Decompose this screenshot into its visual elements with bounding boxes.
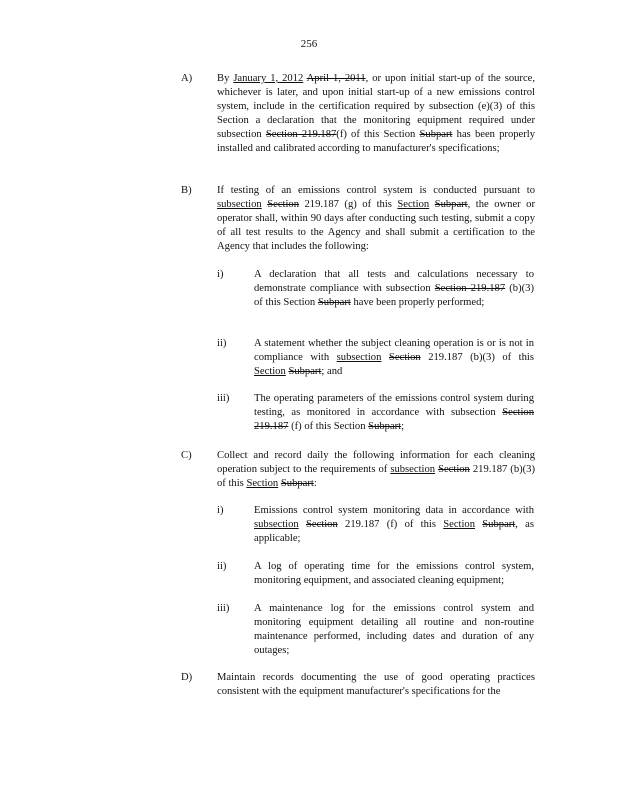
deleted-text: Section 219.187 [265, 129, 337, 140]
text-run: 219.187 (b)(3) of this [420, 352, 534, 363]
inserted-text: January 1, 2012 [233, 73, 304, 84]
deleted-text: Subpart [419, 129, 453, 140]
text-run: (f) of this Section [336, 129, 420, 140]
text-run: : [313, 478, 317, 489]
text-run: Collect and record daily the following information for each cleaning operation subject to the requirements of [217, 450, 535, 475]
deleted-text: Subpart [317, 297, 351, 308]
text-run: The operating parameters of the emissions control system during testing, as monitored in accordance with subsection [254, 393, 534, 418]
subitem-text [254, 337, 534, 379]
deleted-text: Subpart [280, 478, 314, 489]
text-run: has been properly installed and calibrated according to manufacturer's specifications; [217, 129, 536, 154]
subitem-label: iii) [217, 393, 230, 404]
text-run: , as applicable; [254, 519, 534, 544]
subitem-text [254, 504, 534, 546]
text-run [299, 519, 306, 530]
text-run: (f) of this Section [288, 421, 369, 432]
text-run: By [217, 73, 234, 84]
item-text [217, 72, 535, 156]
text-run: , or upon initial start-up of the source, whichever is later, and upon initial start-up of a new emissions control system, include in the certification required by subsection (e)(3) of this Section a declaration that the monitoring equipment required under subsection [217, 73, 536, 140]
item-label: B) [181, 185, 192, 196]
text-run: ; and [321, 366, 343, 377]
subitem-text [254, 268, 534, 310]
text-run: A maintenance log for the emissions control system and monitoring equipment detailing all routine and non-routine maintenance performed, including dates and duration of any outages; [254, 603, 534, 656]
text-run: If testing of an emissions control system is conducted pursuant to [217, 185, 535, 196]
item-label: A) [181, 73, 193, 84]
subitem-text [254, 602, 534, 658]
subitem-label: i) [217, 505, 224, 516]
deleted-text: Subpart [482, 519, 516, 530]
deleted-text: April 1, 2011 [306, 73, 366, 84]
subitem-label: ii) [217, 561, 227, 572]
text-run: 219.187 (b)(3) of this [217, 464, 535, 489]
deleted-text: Section [388, 352, 421, 363]
inserted-text: Section [246, 478, 279, 489]
item-text [217, 449, 535, 491]
item-text [217, 184, 535, 254]
deleted-text: Subpart [368, 421, 402, 432]
deleted-text: Section 219.187 [254, 407, 534, 432]
text-run: 219.187 (f) of this [337, 519, 444, 530]
deleted-text: Subpart [288, 366, 322, 377]
text-run: (b)(3) of this Section [254, 283, 534, 308]
text-run: Emissions control system monitoring data in accordance with [254, 505, 534, 516]
inserted-text: subsection [217, 199, 262, 210]
subitem-text [254, 560, 534, 588]
text-run: have been properly performed; [350, 297, 485, 308]
deleted-text: Section [267, 199, 300, 210]
text-run: , the owner or operator shall, within 90 days after conducting such testing, submit a copy of all test results to the Agency and shall submit a certification to the Agency that includes the following: [217, 199, 536, 252]
inserted-text: Section [443, 519, 476, 530]
text-run: Maintain records documenting the use of good operating practices consistent with the equipment manufacturer's specifications for the [217, 672, 535, 697]
text-run: 219.187 (g) of this [299, 199, 398, 210]
inserted-text: subsection [254, 519, 299, 530]
inserted-text: subsection [390, 464, 436, 475]
deleted-text: Section [306, 519, 338, 530]
text-run [381, 352, 389, 363]
text-run: A statement whether the subject cleaning operation is or is not in compliance with [254, 338, 534, 363]
page-number: 256 [300, 38, 318, 50]
text-run: A declaration that all tests and calculations necessary to demonstrate compliance with subsection [254, 269, 534, 294]
text-run: A log of operating time for the emissions control system, monitoring equipment, and associated cleaning equipment; [254, 561, 534, 586]
deleted-text: Section 219.187 [434, 283, 506, 294]
text-run: ; [401, 421, 405, 432]
item-label: C) [181, 450, 192, 461]
deleted-text: Subpart [434, 199, 468, 210]
subitem-label: iii) [217, 603, 230, 614]
subitem-label: i) [217, 269, 224, 280]
subitem-label: ii) [217, 338, 227, 349]
inserted-text: Section [254, 366, 286, 377]
deleted-text: Section [438, 464, 470, 475]
item-text [217, 671, 535, 699]
inserted-text: Section [397, 199, 430, 210]
subitem-text [254, 392, 534, 434]
item-label: D) [181, 672, 193, 683]
inserted-text: subsection [336, 352, 382, 363]
